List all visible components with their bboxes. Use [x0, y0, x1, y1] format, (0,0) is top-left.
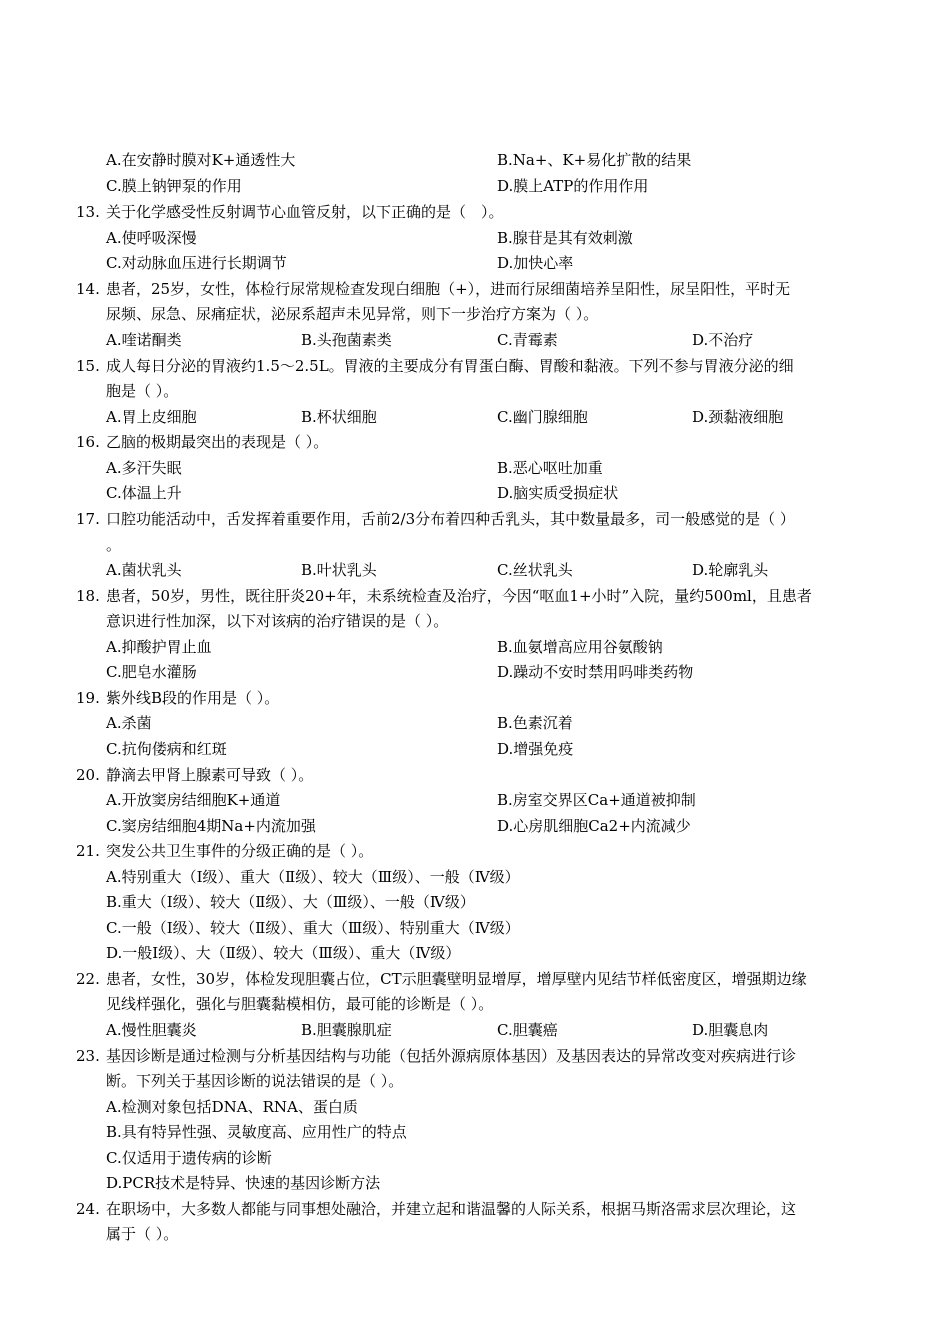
question-number: 19. [76, 689, 100, 707]
question-number: 22. [76, 970, 100, 988]
question-line-row [0, 584, 950, 609]
answer-option: D.轮廓乳头 [692, 561, 769, 579]
option-row [0, 916, 950, 941]
answer-option: C.青霉素 [497, 331, 558, 349]
option-row [0, 711, 950, 736]
question-text: 见线样强化，强化与胆囊黏模相仿，最可能的诊断是（ ）。 [106, 995, 494, 1013]
answer-option: D.加快心率 [497, 254, 574, 272]
question-text: 属于（ ）。 [106, 1225, 179, 1243]
option-row [0, 865, 950, 890]
answer-option: B.杯状细胞 [301, 408, 377, 426]
answer-option: B.腺苷是其有效刺激 [497, 229, 633, 247]
question-line-row [0, 277, 950, 302]
question-line-row [0, 992, 950, 1017]
option-row [0, 558, 950, 583]
question-line-row [0, 839, 950, 864]
question-line-row [0, 200, 950, 225]
answer-option: A.使呼吸深慢 [106, 229, 197, 247]
answer-option: D.膜上ATP的作用作用 [497, 177, 649, 195]
question-number: 21. [76, 842, 100, 860]
question-number: 18. [76, 587, 100, 605]
question-text: 乙脑的极期最突出的表现是（ ）。 [106, 433, 329, 451]
question-number: 14. [76, 280, 100, 298]
answer-option: D.颈黏液细胞 [692, 408, 784, 426]
question-line-row [0, 354, 950, 379]
option-row [0, 941, 950, 966]
question-text: 断。下列关于基因诊断的说法错误的是（ ）。 [106, 1072, 404, 1090]
option-row [0, 814, 950, 839]
option-row [0, 174, 950, 199]
option-row [0, 251, 950, 276]
question-line-row [0, 1069, 950, 1094]
answer-option: C.丝状乳头 [497, 561, 573, 579]
answer-option: B.血氨增高应用谷氨酸钠 [497, 638, 663, 656]
question-text: 突发公共卫生事件的分级正确的是（ ）。 [106, 842, 374, 860]
option-row [0, 890, 950, 915]
question-line-row [0, 1222, 950, 1247]
answer-option: C.肥皂水灌肠 [106, 663, 197, 681]
question-number: 23. [76, 1047, 100, 1065]
question-text: 患者，女性，30岁，体检发现胆囊占位，CT示胆囊壁明显增厚，增厚壁内见结节样低密度区，增强期边缘 [106, 970, 807, 988]
answer-option: D.不治疗 [692, 331, 754, 349]
answer-option: A.特别重大（Ⅰ级）、重大（Ⅱ级）、较大（Ⅲ级）、一般（Ⅳ级） [106, 868, 520, 886]
question-line-row [0, 1197, 950, 1222]
option-row [0, 456, 950, 481]
answer-option: A.菌状乳头 [106, 561, 182, 579]
answer-option: D.胆囊息肉 [692, 1021, 769, 1039]
answer-option: A.杀菌 [106, 714, 152, 732]
answer-option: D.PCR技术是特异、快速的基因诊断方法 [106, 1174, 381, 1192]
question-line-row [0, 1044, 950, 1069]
answer-option: B.重大（Ⅰ级）、较大（Ⅱ级）、大（Ⅲ级）、一般（Ⅳ级） [106, 893, 475, 911]
option-row [0, 226, 950, 251]
question-text: 静滴去甲肾上腺素可导致（ ）。 [106, 766, 314, 784]
answer-option: B.Na+、K+易化扩散的结果 [497, 151, 692, 169]
answer-option: A.抑酸护胃止血 [106, 638, 212, 656]
question-text: 患者，25岁，女性，体检行尿常规检查发现白细胞（+），进而行尿细菌培养呈阳性，尿呈阳性，平时无 [106, 280, 791, 298]
answer-option: B.头孢菌素类 [301, 331, 392, 349]
question-number: 20. [76, 766, 100, 784]
option-row [0, 328, 950, 353]
option-row [0, 635, 950, 660]
option-row [0, 788, 950, 813]
question-number: 16. [76, 433, 100, 451]
option-row [0, 1095, 950, 1120]
answer-option: B.叶状乳头 [301, 561, 377, 579]
answer-option: A.喹诺酮类 [106, 331, 182, 349]
question-text: 关于化学感受性反射调节心血管反射，以下正确的是（ ）。 [106, 203, 504, 221]
answer-option: C.一般（Ⅰ级）、较大（Ⅱ级）、重大（Ⅲ级）、特别重大（Ⅳ级） [106, 919, 520, 937]
answer-option: A.开放窦房结细胞K+通道 [106, 791, 281, 809]
question-number: 13. [76, 203, 100, 221]
question-number: 17. [76, 510, 100, 528]
option-row [0, 1120, 950, 1145]
answer-option: B.恶心呕吐加重 [497, 459, 603, 477]
question-line-row [0, 430, 950, 455]
question-text: 紫外线B段的作用是（ ）。 [106, 689, 280, 707]
answer-option: C.幽门腺细胞 [497, 408, 588, 426]
question-line-row [0, 967, 950, 992]
answer-option: D.增强免疫 [497, 740, 574, 758]
question-text: 意识进行性加深，以下对该病的治疗错误的是（ ）。 [106, 612, 449, 630]
answer-option: C.膜上钠钾泵的作用 [106, 177, 242, 195]
answer-option: B.胆囊腺肌症 [301, 1021, 392, 1039]
option-row [0, 1018, 950, 1043]
question-line-row [0, 507, 950, 532]
question-text: 口腔功能活动中，舌发挥着重要作用，舌前2/3分布着四种舌乳头，其中数量最多，司一般感觉的是（ ） [106, 510, 795, 528]
question-text: 。 [106, 536, 122, 554]
option-row [0, 737, 950, 762]
question-text: 胞是（ ）。 [106, 382, 179, 400]
answer-option: C.体温上升 [106, 484, 182, 502]
answer-option: A.胃上皮细胞 [106, 408, 197, 426]
question-line-row [0, 302, 950, 327]
answer-option: A.在安静时膜对K+通透性大 [106, 151, 296, 169]
answer-option: D.脑实质受损症状 [497, 484, 619, 502]
question-number: 24. [76, 1200, 100, 1218]
question-line-row [0, 609, 950, 634]
option-row [0, 660, 950, 685]
answer-option: C.胆囊癌 [497, 1021, 558, 1039]
option-row [0, 481, 950, 506]
question-text: 基因诊断是通过检测与分析基因结构与功能（包括外源病原体基因）及基因表达的异常改变对疾病进行诊 [106, 1047, 797, 1065]
question-number: 15. [76, 357, 100, 375]
answer-option: C.对动脉血压进行长期调节 [106, 254, 287, 272]
answer-option: B.房室交界区Ca+通道被抑制 [497, 791, 696, 809]
question-text: 成人每日分泌的胃液约1.5～2.5L。胃液的主要成分有胃蛋白酶、胃酸和黏液。下列不参与胃液分泌的细 [106, 357, 794, 375]
question-text: 在职场中，大多数人都能与同事想处融洽，并建立起和谐温馨的人际关系，根据马斯洛需求层次理论，这 [106, 1200, 797, 1218]
answer-option: D.一般Ⅰ级）、大（Ⅱ级）、较大（Ⅲ级）、重大（Ⅳ级） [106, 944, 461, 962]
answer-option: A.检测对象包括DNA、RNA、蛋白质 [106, 1098, 358, 1116]
answer-option: A.多汗失眠 [106, 459, 182, 477]
answer-option: B.色素沉着 [497, 714, 573, 732]
question-line-row [0, 533, 950, 558]
question-line-row [0, 763, 950, 788]
option-row [0, 405, 950, 430]
answer-option: B.具有特异性强、灵敏度高、应用性广的特点 [106, 1123, 407, 1141]
question-text: 尿频、尿急、尿痛症状，泌尿系超声未见异常，则下一步治疗方案为（ ）。 [106, 305, 599, 323]
answer-option: C.窦房结细胞4期Na+内流加强 [106, 817, 316, 835]
question-text: 患者，50岁，男性，既往肝炎20+年，未系统检查及治疗，今因“呕血1+小时”入院，量约500ml，且患者 [106, 587, 812, 605]
question-line-row [0, 379, 950, 404]
answer-option: D.心房肌细胞Ca2+内流减少 [497, 817, 691, 835]
option-row [0, 1171, 950, 1196]
answer-option: A.慢性胆囊炎 [106, 1021, 197, 1039]
question-line-row [0, 686, 950, 711]
answer-option: C.抗佝偻病和红斑 [106, 740, 227, 758]
option-row [0, 148, 950, 173]
answer-option: D.躁动不安时禁用吗啡类药物 [497, 663, 694, 681]
answer-option: C.仅适用于遗传病的诊断 [106, 1149, 272, 1167]
option-row [0, 1146, 950, 1171]
